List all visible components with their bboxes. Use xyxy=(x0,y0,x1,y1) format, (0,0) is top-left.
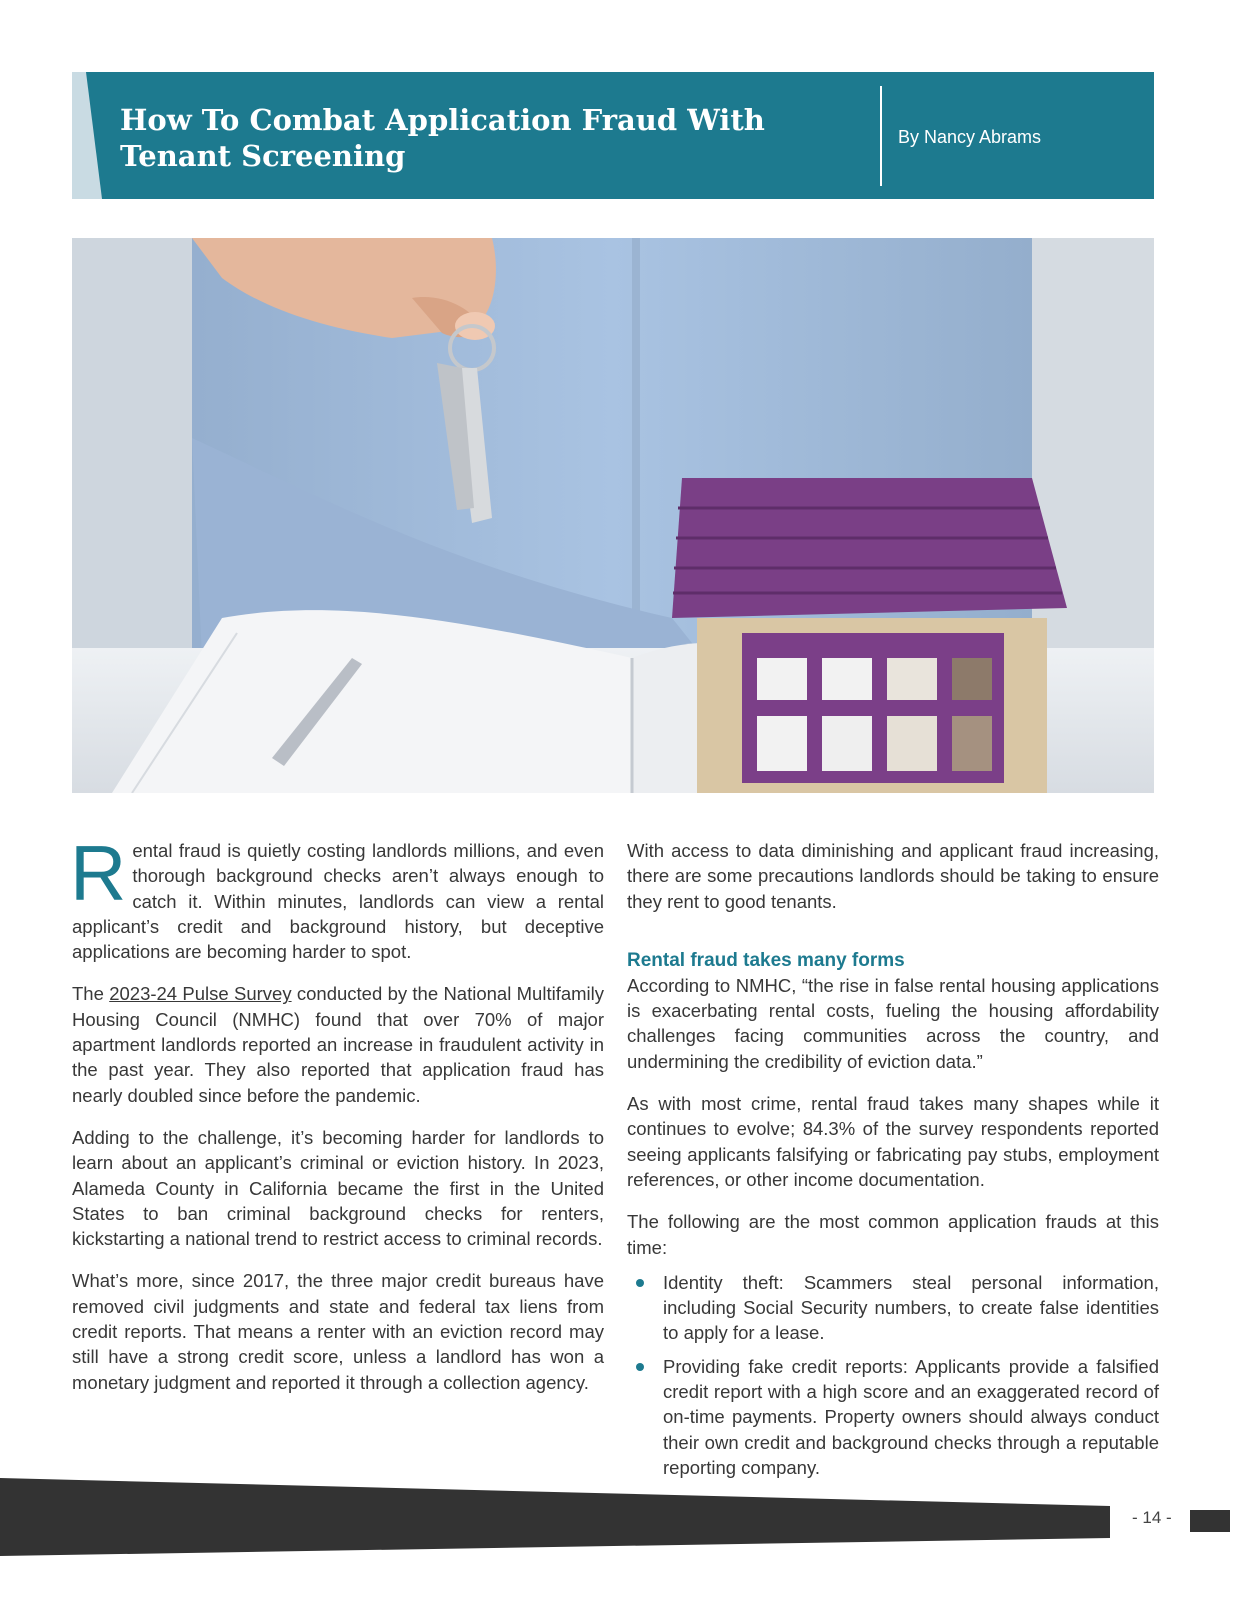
credit-bureaus-paragraph: What’s more, since 2017, the three major credit bureaus have removed civil judgments and state and federal tax liens from credit reports. That means a renter with an eviction record may still have a strong credit score, unless a landlord has won a monetary judgment and reported it through a collection agency. xyxy=(72,1270,604,1393)
list-item xyxy=(663,1270,1159,1346)
article-author: By Nancy Abrams xyxy=(898,127,1042,147)
article-column-right xyxy=(627,838,1159,1488)
crime-evolve-paragraph: As with most crime, rental fraud takes many shapes while it continues to evolve; 84.3% of the survey respondents reported seeing applicants falsifying or fabricating pay stubs, employment references, or other income documentation. xyxy=(627,1093,1159,1190)
footer-band xyxy=(0,1478,1236,1600)
hero-image xyxy=(72,238,1154,793)
drop-cap: R xyxy=(70,829,127,917)
intro-text: ental fraud is quietly costing landlords millions, and even thorough background checks aren’t always enough to catch it. Within minutes, landlords can view a rental applicant’s credit and background history, but deceptive applications are becoming harder to spot. xyxy=(72,840,604,963)
intro-paragraph xyxy=(70,829,604,964)
article-header-banner xyxy=(72,72,1154,199)
banner-accent-stripe xyxy=(72,72,102,199)
survey-paragraph xyxy=(72,981,604,1107)
banner-divider xyxy=(880,86,882,186)
page-number: - 14 - xyxy=(1132,1508,1172,1527)
list-item-text: Providing fake credit reports: Applicants provide a falsified credit report with a high score and an exaggerated record of on-time payments. Property owners should always conduct their own credit and background checks through a reputable reporting company. xyxy=(663,1355,1159,1478)
nmhc-quote-paragraph: According to NMHC, “the rise in false rental housing applications is exacerbating rental costs, fueling the housing affordability challenges facing communities across the country, and undermining the credibility of eviction data.” xyxy=(627,974,1159,1072)
survey-text-post: conducted by the National Multifamily Housing Council (NMHC) found that over 70% of major apartment landlords reported an increase in fraudulent activity in the past year. They also reported that application fraud has nearly doubled since before the pandemic. xyxy=(72,983,605,1106)
section-subheading: Rental fraud takes many forms xyxy=(627,949,905,971)
bullet-icon xyxy=(636,1279,644,1287)
list-item-text: Identity theft: Scammers steal personal information, including Social Security numbers, to create false identities to apply for a lease. xyxy=(663,1271,1159,1344)
survey-text-pre: The xyxy=(72,983,110,1005)
article-title: How To Combat Application Fraud With Tenant Screening xyxy=(120,103,765,173)
bullet-icon xyxy=(636,1363,644,1371)
common-frauds-intro: The following are the most common application frauds at this time: xyxy=(627,1211,1159,1258)
fraud-list xyxy=(663,1270,1159,1480)
page-marker xyxy=(1190,1510,1230,1532)
list-item xyxy=(663,1354,1159,1480)
article-column-left xyxy=(70,829,605,1412)
house-model-icon xyxy=(672,478,1067,793)
pulse-survey-link[interactable]: 2023-24 Pulse Survey xyxy=(109,983,292,1005)
challenge-paragraph: Adding to the challenge, it’s becoming harder for landlords to learn about an applicant’s criminal or eviction history. In 2023, Alameda County in California became the first in the United States to ban criminal background checks for renters, kickstarting a national trend to restrict access to criminal records. xyxy=(72,1126,604,1250)
precautions-paragraph: With access to data diminishing and applicant fraud increasing, there are some precautions landlords should be taking to ensure they rent to good tenants. xyxy=(627,840,1159,912)
